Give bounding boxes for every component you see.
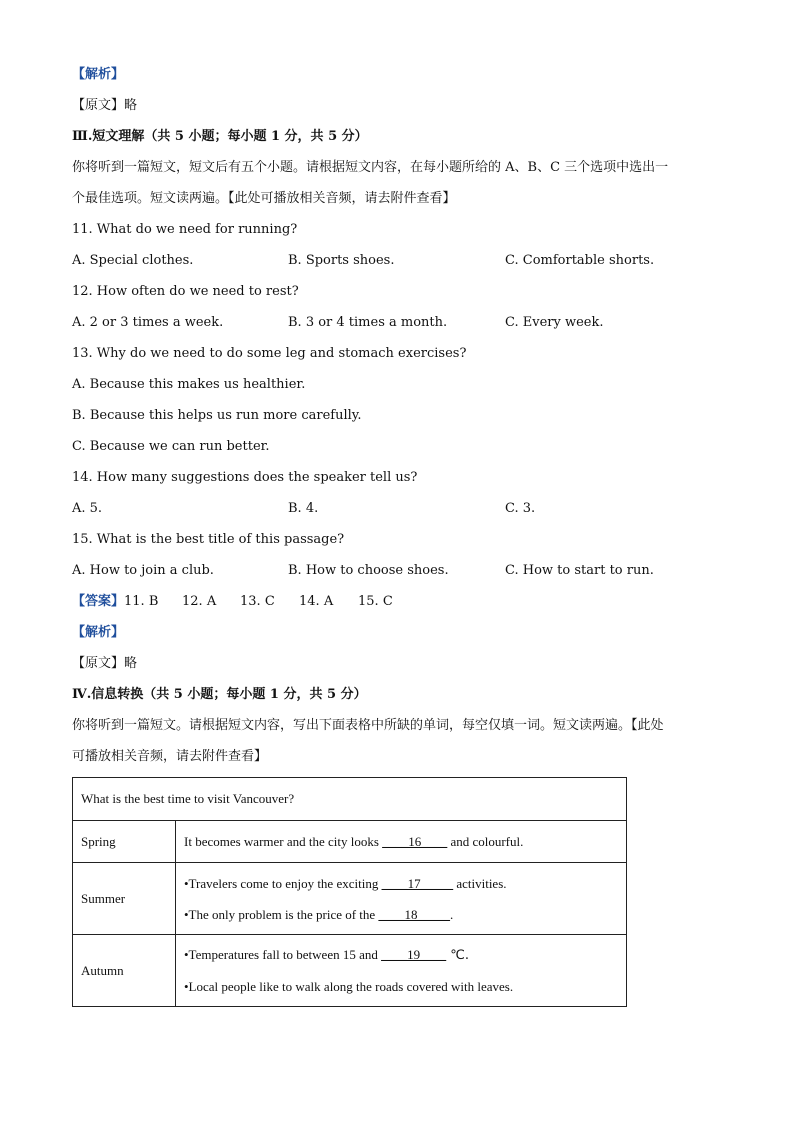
answer-item: 14. A (299, 594, 334, 609)
summer-line-1 (184, 868, 618, 899)
section-3-instructions-1: 你将听到一篇短文，短文后有五个小题。请根据短文内容，在每小题所给的 A、B、C 三个选项中选出一 (72, 160, 669, 175)
analysis-heading-1: 【解析】 (72, 67, 125, 82)
blank-18: ____18_____ (378, 906, 450, 922)
original-text-2: 【原文】略 (72, 656, 138, 671)
info-table (72, 777, 627, 1007)
summer-line-2-post: . (449, 906, 454, 922)
answer-item: 13. C (240, 594, 275, 609)
original-text-1: 【原文】略 (72, 98, 138, 113)
question-13: 13. Why do we need to do some leg and stomach exercises? (72, 346, 467, 361)
blank-17: ____17_____ (381, 875, 454, 891)
table-header: What is the best time to visit Vancouver? (73, 778, 627, 821)
autumn-line-2: •Local people like to walk along the roads covered with leaves. (184, 979, 514, 994)
answer-label: 【答案】 (72, 594, 125, 609)
option-b: B. Sports shoes. (288, 253, 395, 268)
summer-line-2 (184, 899, 618, 930)
answer-item: 15. C (358, 594, 393, 609)
summer-line-1-pre: •Travelers come to enjoy the exciting (184, 875, 382, 891)
autumn-line-1-pre: •Temperatures fall to between 15 and (184, 947, 382, 962)
answer-key (72, 589, 722, 620)
answer-item: 12. A (182, 594, 217, 609)
option-a: A. 2 or 3 times a week. (72, 315, 224, 330)
option-b: B. 3 or 4 times a month. (288, 315, 448, 330)
option-a: A. Special clothes. (72, 253, 194, 268)
autumn-line-1-post: ℃. (446, 948, 469, 963)
option-a: A. Because this makes us healthier. (72, 377, 306, 392)
autumn-line-1 (184, 939, 618, 971)
blank-19: ____19____ (381, 947, 447, 962)
question-11: 11. What do we need for running? (72, 222, 298, 237)
option-a: A. 5. (72, 501, 103, 516)
spring-text-post: and colourful. (447, 833, 524, 849)
document-page (72, 62, 722, 1007)
question-12-options (72, 310, 722, 341)
option-c: C. How to start to run. (505, 563, 654, 578)
question-15: 15. What is the best title of this passage? (72, 532, 345, 547)
analysis-heading-2: 【解析】 (72, 625, 125, 640)
question-14: 14. How many suggestions does the speaker tell us? (72, 470, 418, 485)
question-15-options (72, 558, 722, 589)
season-autumn: Autumn (73, 935, 176, 1007)
summer-line-1-post: activities. (453, 875, 507, 891)
section-4-instructions-2: 可播放相关音频，请去附件查看】 (72, 749, 268, 764)
spring-text-pre: It becomes warmer and the city looks (184, 833, 383, 849)
question-12: 12. How often do we need to rest? (72, 284, 299, 299)
section-3-instructions-2: 个最佳选项。短文读两遍。【此处可播放相关音频，请去附件查看】 (72, 191, 456, 206)
option-b: B. How to choose shoes. (288, 563, 449, 578)
blank-16: ____16____ (382, 833, 448, 849)
autumn-description (176, 935, 627, 1007)
option-b: B. Because this helps us run more carefully. (72, 408, 362, 423)
option-b: B. 4. (288, 501, 319, 516)
question-14-options (72, 496, 722, 527)
answer-item: 11. B (124, 594, 159, 609)
section-3-title: Ⅲ.短文理解（共 5 小题；每小题 1 分，共 5 分） (72, 129, 368, 144)
section-4-title: Ⅳ.信息转换（共 5 小题；每小题 1 分，共 5 分） (72, 687, 367, 702)
question-11-options (72, 248, 722, 279)
option-c: C. Comfortable shorts. (505, 253, 655, 268)
season-summer: Summer (73, 863, 176, 935)
section-4-instructions-1: 你将听到一篇短文。请根据短文内容，写出下面表格中所缺的单词，每空仅填一词。短文读两遍。【此处 (72, 718, 664, 733)
summer-description (176, 863, 627, 935)
option-a: A. How to join a club. (72, 563, 214, 578)
option-c: C. Because we can run better. (72, 439, 270, 454)
option-c: C. Every week. (505, 315, 604, 330)
season-spring: Spring (73, 821, 176, 863)
option-c: C. 3. (505, 501, 536, 516)
spring-description (176, 821, 627, 863)
summer-line-2-pre: •The only problem is the price of the (184, 906, 379, 922)
